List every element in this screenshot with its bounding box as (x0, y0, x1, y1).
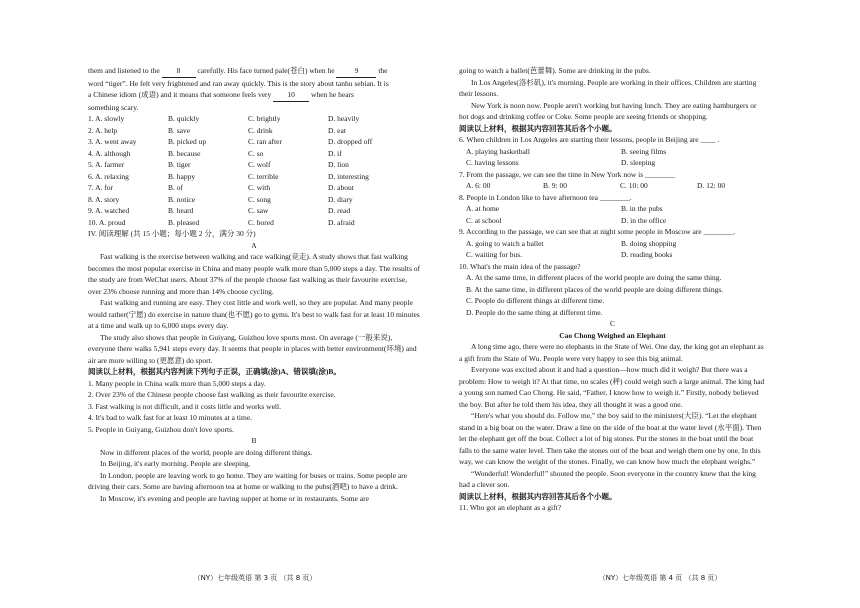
b-option-row (459, 215, 766, 227)
b-option-row (459, 238, 766, 250)
cloze-option: B. tiger (168, 160, 191, 169)
b-option: C. 10: 00 (620, 181, 648, 190)
cloze-option: B. pleased (168, 217, 200, 227)
b-question: 8. People in London like to have afternoon tea ________. (459, 192, 632, 202)
b-option: D. 12: 00 (697, 181, 726, 190)
b-option: A. playing basketball (466, 146, 530, 156)
b-option-row (459, 249, 766, 261)
b-option-row (459, 284, 766, 296)
passage-b-paragraph: New York is noon now. People aren't working but having lunch. They are eating hamburgers or hot dogs and drinking coffee or Coke. Some people are seeing friends or shopping. (459, 100, 757, 121)
b-question: 7. From the passage, we can see the time in New York now is ________ (459, 169, 676, 179)
cloze-option-row (88, 136, 420, 148)
a-statement: 3. Fast walking is not difficult, and it costs little and works well. (88, 401, 281, 411)
passage-a-paragraph: The study also shows that people in Guiyang, Guizhou love sports most. On average (一般来说), everyone there walks 5,941 steps every day. It seems that people in places with better environment(环境) and air are more willing to (更愿意) do sport. (88, 332, 417, 365)
b-instruction: 阅读以上材料，根据其内容回答其后各个小题。 (459, 123, 617, 133)
cloze-option: C. brightly (248, 114, 281, 123)
passage-b-paragraph: Now in different places of the world, people are doing different things. (100, 447, 313, 457)
b-questions (459, 134, 766, 318)
cloze-option: C. bored (248, 217, 274, 227)
cloze-option: D. heavily (328, 114, 360, 123)
cloze-option: B. notice (168, 194, 196, 204)
cloze-line-1: them and listened to the 8 carefully. His face turned pale(苍白) when he 9 the (88, 65, 420, 78)
cloze-option: C. terrible (248, 171, 279, 181)
passage-c-label: C (609, 319, 615, 328)
cloze-option-row (88, 125, 420, 137)
section-4-title: IV. 阅读理解 (共 15 小题；每小题 2 分，满分 30 分) (88, 229, 256, 238)
b-option: D. reading books (621, 250, 673, 259)
cloze-option: D. dropped off (328, 137, 373, 146)
cloze-option: C. saw (248, 206, 269, 215)
cloze-option: C. so (248, 148, 264, 158)
c-question-11: 11. Who got an elephant as a gift? (459, 503, 562, 512)
b-option: B. in the pubs (621, 204, 663, 213)
cloze-option-row (88, 194, 420, 206)
cloze-option: D. read (328, 206, 351, 215)
blank-10: 10 (273, 89, 309, 102)
b-option: A. at home (466, 204, 500, 213)
b-option: B. At the same time, in different places of the world people are doing different things. (466, 284, 724, 294)
a-instruction: 阅读以上材料，根据其内容判读下列句子正误，正确填(涂)A、错误填(涂)B。 (88, 367, 341, 376)
cloze-option-row (88, 205, 420, 217)
blank-8: 8 (162, 65, 196, 78)
b-option: A. At the same time, in different places of the world people are doing the same thing. (466, 273, 722, 282)
b-option: C. waiting for bus. (466, 250, 523, 259)
cloze-option: C. ran after (248, 137, 282, 146)
b-option: C. People do different things at different time. (466, 296, 605, 305)
cloze-option: B. because (168, 148, 201, 158)
cloze-option: D. interesting (328, 171, 369, 181)
passage-b-paragraph: In London, people are leaving work to go home. They are waiting for buses or trains. Some people are driving their cars. Some are having afternoon tea at home or walking to the pubs(酒吧) to have a drink. (88, 470, 408, 491)
cloze-option: B. happy (168, 171, 196, 181)
cloze-line-3: a Chinese idiom (成语) and it means that someone feels very 10 when he hears (88, 89, 420, 102)
cloze-option: D. lion (328, 160, 349, 169)
passage-c-paragraph: A long time ago, there were no elephants in the State of Wei. One day, the king got an elephant as a gift from the State of Wu. People were very happy to see this big animal. (459, 342, 764, 363)
passage-c-paragraph: “Wonderful! Wonderful!” shouted the people. Soon everyone in the country knew that the king had a clever son. (459, 468, 756, 489)
cloze-option: B. picked up (168, 137, 207, 146)
cloze-line-2: word “tiger”. He felt very frightened and ran away quickly. This is the story about tanhu sebian. It is (88, 78, 389, 88)
cloze-option-row (88, 217, 420, 229)
b-option: B. 9: 00 (543, 181, 567, 190)
passage-b-paragraph: In Moscow, it's evening and people are having supper at home or in restaurants. Some are (100, 493, 369, 503)
right-page-footer: （NY）七年级英语 第 4 页 （共 8 页） (598, 574, 722, 582)
passage-a-paragraph: Fast walking is the exercise between walking and race walking(竞走). A study shows that fast walking becomes the most popular exercise in China and many people walk more than 5,000 steps a day. The results of the study are from WeChat users. About 37% of the people choose fast walking as their favourite exercise, over 23% choose running and more than 14% choose cycling. (88, 252, 420, 296)
cloze-option: 3. A. went away (88, 137, 137, 146)
cloze-option: C. with (248, 183, 271, 192)
cloze-option: C. wolf (248, 160, 271, 169)
cloze-option: 4. A. although (88, 148, 131, 158)
cloze-option: B. save (168, 125, 191, 135)
passage-b-label: B (251, 436, 257, 445)
a-statement: 1. Many people in China walk more than 5,000 steps a day. (88, 378, 266, 388)
b-option: C. at school (466, 215, 502, 225)
a-statement: 2. Over 23% of the Chinese people choose fast walking as their favourite exercise. (88, 390, 336, 399)
b-option: C. having lessons (466, 158, 519, 167)
cloze-option-row (88, 113, 420, 125)
b-option: A. going to watch a ballet (466, 238, 544, 248)
cloze-option-row (88, 159, 420, 171)
b-option-row (459, 146, 766, 158)
cloze-option: D. diary (328, 194, 353, 204)
b-option: A. 6: 00 (466, 181, 491, 190)
b-option: B. seeing films (621, 146, 667, 156)
cloze-option-row (88, 171, 420, 183)
cloze-option: 2. A. help (88, 125, 118, 135)
cloze-option: B. quickly (168, 114, 200, 123)
b-option-row (459, 295, 766, 307)
cloze-option: 5. A. farmer (88, 160, 125, 169)
cloze-option-row (88, 182, 420, 194)
b-option-row (459, 307, 766, 319)
cloze-option: C. song (248, 194, 271, 204)
b-option-row (459, 157, 766, 169)
a-statement: 4. It's bad to walk fast for at least 10 minutes at a time. (88, 413, 253, 422)
a-statement: 5. People in Guiyang, Guizhou don't love sports. (88, 424, 234, 434)
passage-c-paragraph: “Here's what you should do. Follow me,” the boy said to the ministers(大臣). “Let the elephant stand in a big boat on the water. Draw a line on the side of the boat at the water level (水平面). Then let the elephant get off the boat. Collect a lot of big stones. Put the stones in the boat until the boat falls to the same water level. Then take the stones out of the boat and weigh them one by one. In this way, we can know the weight of the stones. Finally, we can know how much the elephant weighs.” (459, 411, 762, 466)
cloze-option: B. heard (168, 206, 194, 215)
c-instruction: 阅读以上材料，根据其内容回答其后各个小题。 (459, 491, 617, 501)
passage-a-label: A (251, 240, 257, 250)
b-option-row (459, 203, 766, 215)
cloze-option: D. about (328, 183, 354, 192)
cloze-option: D. if (328, 148, 342, 158)
cloze-option: D. afraid (328, 217, 355, 227)
b-option: D. in the office (621, 215, 667, 225)
b-question: 6. When children in Los Angeles are starting their lessons, people in Beijing are ____ . (459, 135, 720, 144)
cloze-option: B. of (168, 183, 183, 192)
b-option-row (459, 180, 766, 192)
cloze-option: D. eat (328, 125, 346, 135)
cloze-option-row (88, 148, 420, 160)
left-page-footer: （NY）七年级英语 第 3 页 （共 8 页） (193, 574, 317, 582)
b-option: B. doing shopping (621, 238, 677, 248)
cloze-option: 1. A. slowly (88, 114, 125, 123)
cloze-options (88, 113, 420, 228)
cloze-option: 7. A. for (88, 183, 113, 192)
cloze-option: 8. A. story (88, 194, 120, 204)
cloze-option: 9. A. watched (88, 206, 130, 215)
b-option: D. People do the same thing at different time. (466, 307, 603, 317)
passage-b-paragraph: In Los Angeles(洛杉矶), it's morning. People are working in their offices. Children are starting their lessons. (459, 77, 757, 98)
passage-b-continued: going to watch a ballet(芭蕾舞). Some are drinking in the pubs. (459, 66, 651, 75)
b-option: D. sleeping (621, 158, 656, 167)
cloze-option: 6. A. relaxing (88, 171, 129, 181)
b-question: 10. What's the main idea of the passage? (459, 261, 581, 271)
b-question: 9. According to the passage, we can see that at night some people in Moscow are ________. (459, 227, 736, 236)
right-page (430, 0, 860, 608)
passage-c-paragraph: Everyone was excited about it and had a question—how much did it weigh? But there was a problem: How to weigh it? At that time, no scales (秤) could weigh such a large animal. The king had a young son named Cao Chong. He said, “Father, I know how to weigh it.” Firstly, nobody believed the boy. But after he told them his idea, they all thought it was a good one. (459, 365, 765, 409)
cloze-option: 10. A. proud (88, 217, 126, 227)
b-option-row (459, 272, 766, 284)
blank-9: 9 (336, 65, 376, 78)
passage-c-title: Cao Chong Weighed an Elephant (559, 330, 666, 340)
cloze-line-4: something scary. (88, 102, 139, 112)
cloze-option: C. drink (248, 125, 273, 135)
passage-b-paragraph: In Beijing, it's early morning. People are sleeping. (100, 459, 251, 468)
passage-a-paragraph: Fast walking and running are easy. They cost little and work well, so they are popular. And many people would rather(宁愿) do exercise in nature than(也不愿) go to gyms. It's best to walk fast for at least 10 minutes at a time and walk up to 6,000 steps every day. (88, 298, 420, 330)
